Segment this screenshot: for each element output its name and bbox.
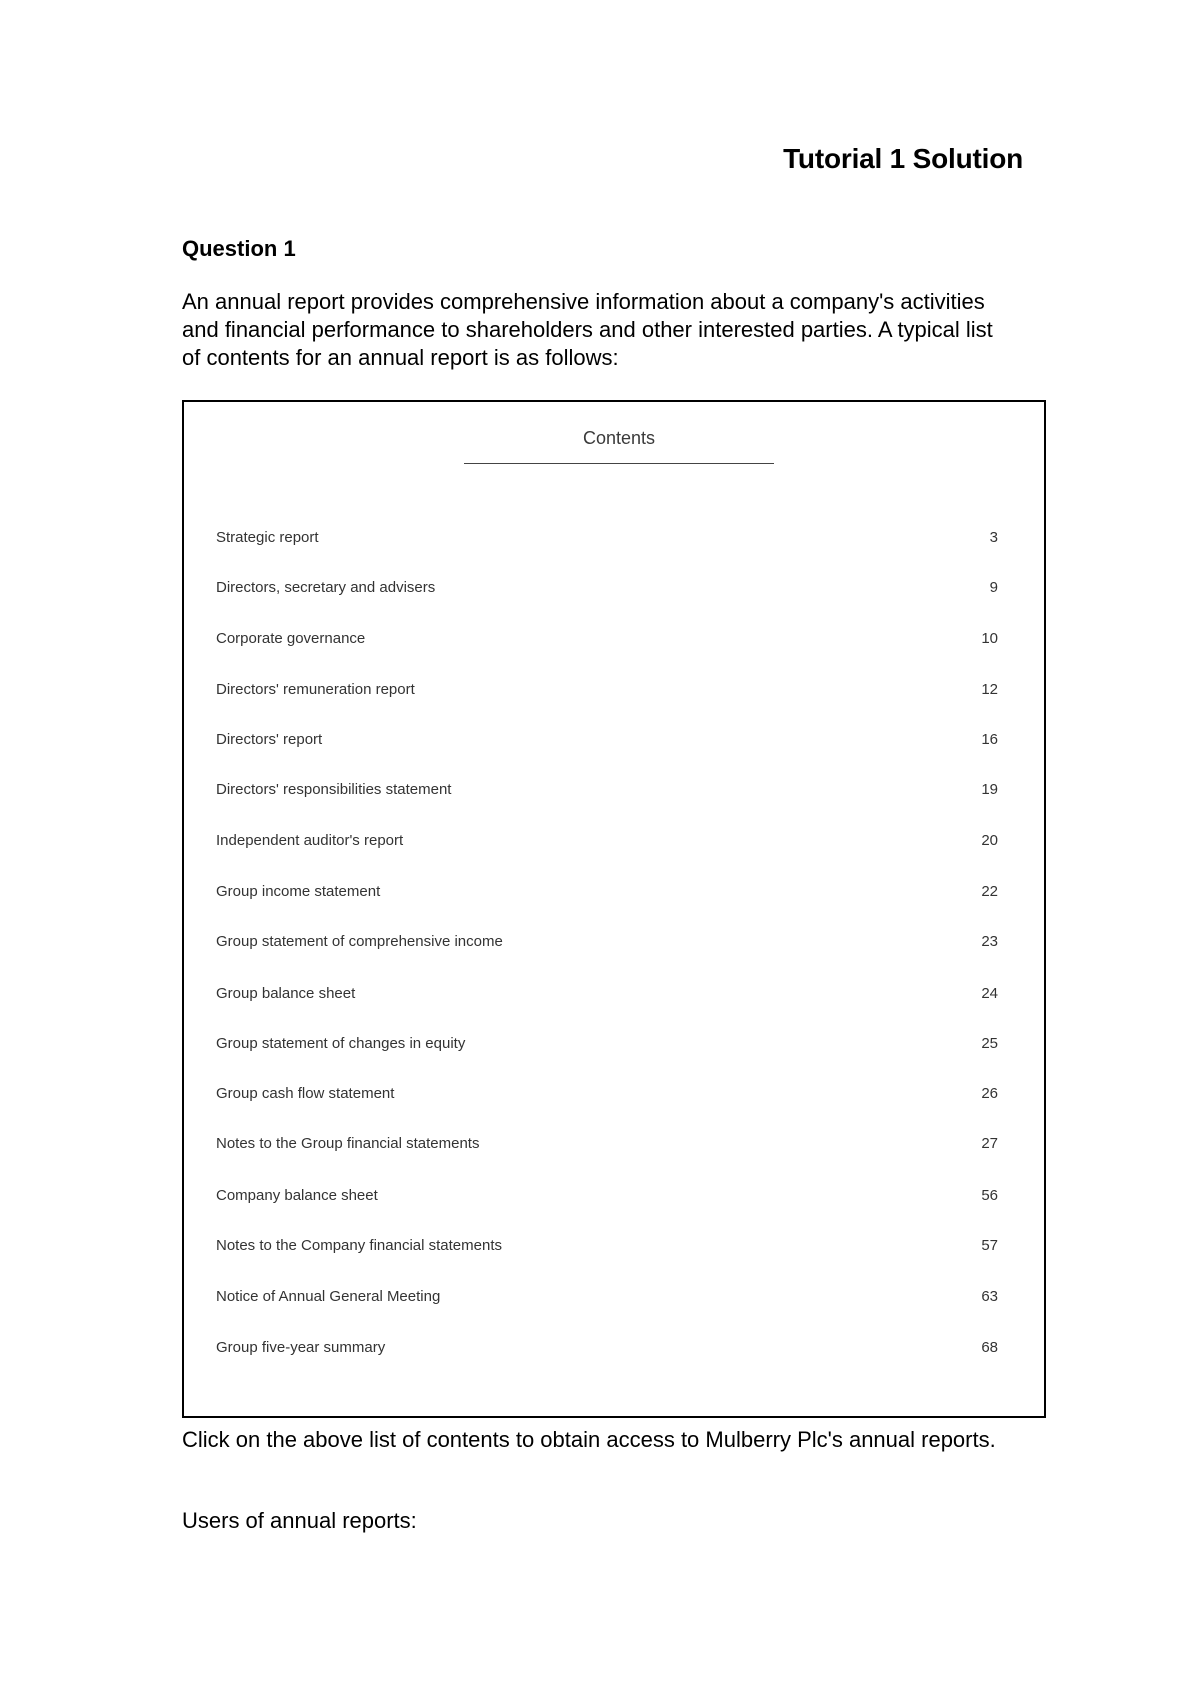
toc-page-number: 22 <box>981 883 998 900</box>
toc-label: Group five-year summary <box>216 1339 386 1356</box>
toc-row <box>216 1035 998 1059</box>
toc-page-number: 3 <box>989 529 998 546</box>
toc-page-number: 9 <box>989 579 998 596</box>
toc-page-number: 23 <box>981 933 998 950</box>
toc-page-number: 63 <box>981 1288 998 1305</box>
toc-row <box>216 883 998 907</box>
toc-page-number: 10 <box>981 630 998 647</box>
toc-page-number: 26 <box>981 1085 998 1102</box>
toc-page-number: 68 <box>981 1339 998 1356</box>
toc-page-number: 27 <box>981 1135 998 1152</box>
toc-row <box>216 1288 998 1312</box>
toc-label: Group income statement <box>216 883 381 900</box>
toc-row <box>216 1135 998 1159</box>
users-heading: Users of annual reports: <box>182 1508 417 1533</box>
toc-label: Strategic report <box>216 529 319 546</box>
toc-label: Directors, secretary and advisers <box>216 579 436 596</box>
toc-row <box>216 1237 998 1261</box>
toc-row <box>216 933 998 957</box>
page-title: Tutorial 1 Solution <box>783 143 1023 174</box>
toc-label: Independent auditor's report <box>216 832 404 849</box>
toc-row <box>216 1187 998 1211</box>
toc-label: Group balance sheet <box>216 985 356 1002</box>
toc-page-number: 19 <box>981 781 998 798</box>
toc-page-number: 56 <box>981 1187 998 1204</box>
toc-label: Directors' responsibilities statement <box>216 781 452 798</box>
toc-row <box>216 731 998 755</box>
toc-label: Group statement of comprehensive income <box>216 933 503 950</box>
toc-row <box>216 529 998 553</box>
toc-page-number: 16 <box>981 731 998 748</box>
toc-row <box>216 832 998 856</box>
toc-label: Notice of Annual General Meeting <box>216 1288 441 1305</box>
toc-page-number: 20 <box>981 832 998 849</box>
toc-row <box>216 781 998 805</box>
intro-paragraph: An annual report provides comprehensive information about a company's activities and financial performance to shareholders and other interested parties. A typical list of contents for an annual report is as follows: <box>182 289 993 370</box>
toc-label: Notes to the Company financial statements <box>216 1237 502 1254</box>
toc-label: Corporate governance <box>216 630 366 647</box>
toc-row <box>216 630 998 654</box>
toc-label: Group statement of changes in equity <box>216 1035 466 1052</box>
link-instruction-text: Click on the above list of contents to obtain access to Mulberry Plc's annual reports. <box>182 1427 996 1452</box>
toc-label: Notes to the Group financial statements <box>216 1135 480 1152</box>
toc-label: Directors' remuneration report <box>216 681 415 698</box>
contents-heading: Contents <box>464 428 774 464</box>
toc-page-number: 24 <box>981 985 998 1002</box>
toc-row <box>216 985 998 1009</box>
toc-page-number: 57 <box>981 1237 998 1254</box>
toc-row <box>216 1339 998 1363</box>
contents-image-link[interactable] <box>182 400 1046 1418</box>
toc-row <box>216 1085 998 1109</box>
toc-label: Company balance sheet <box>216 1187 378 1204</box>
toc-page-number: 12 <box>981 681 998 698</box>
toc-label: Directors' report <box>216 731 323 748</box>
toc-page-number: 25 <box>981 1035 998 1052</box>
toc-row <box>216 681 998 705</box>
toc-label: Group cash flow statement <box>216 1085 395 1102</box>
toc-row <box>216 579 998 603</box>
question-heading: Question 1 <box>182 236 296 261</box>
